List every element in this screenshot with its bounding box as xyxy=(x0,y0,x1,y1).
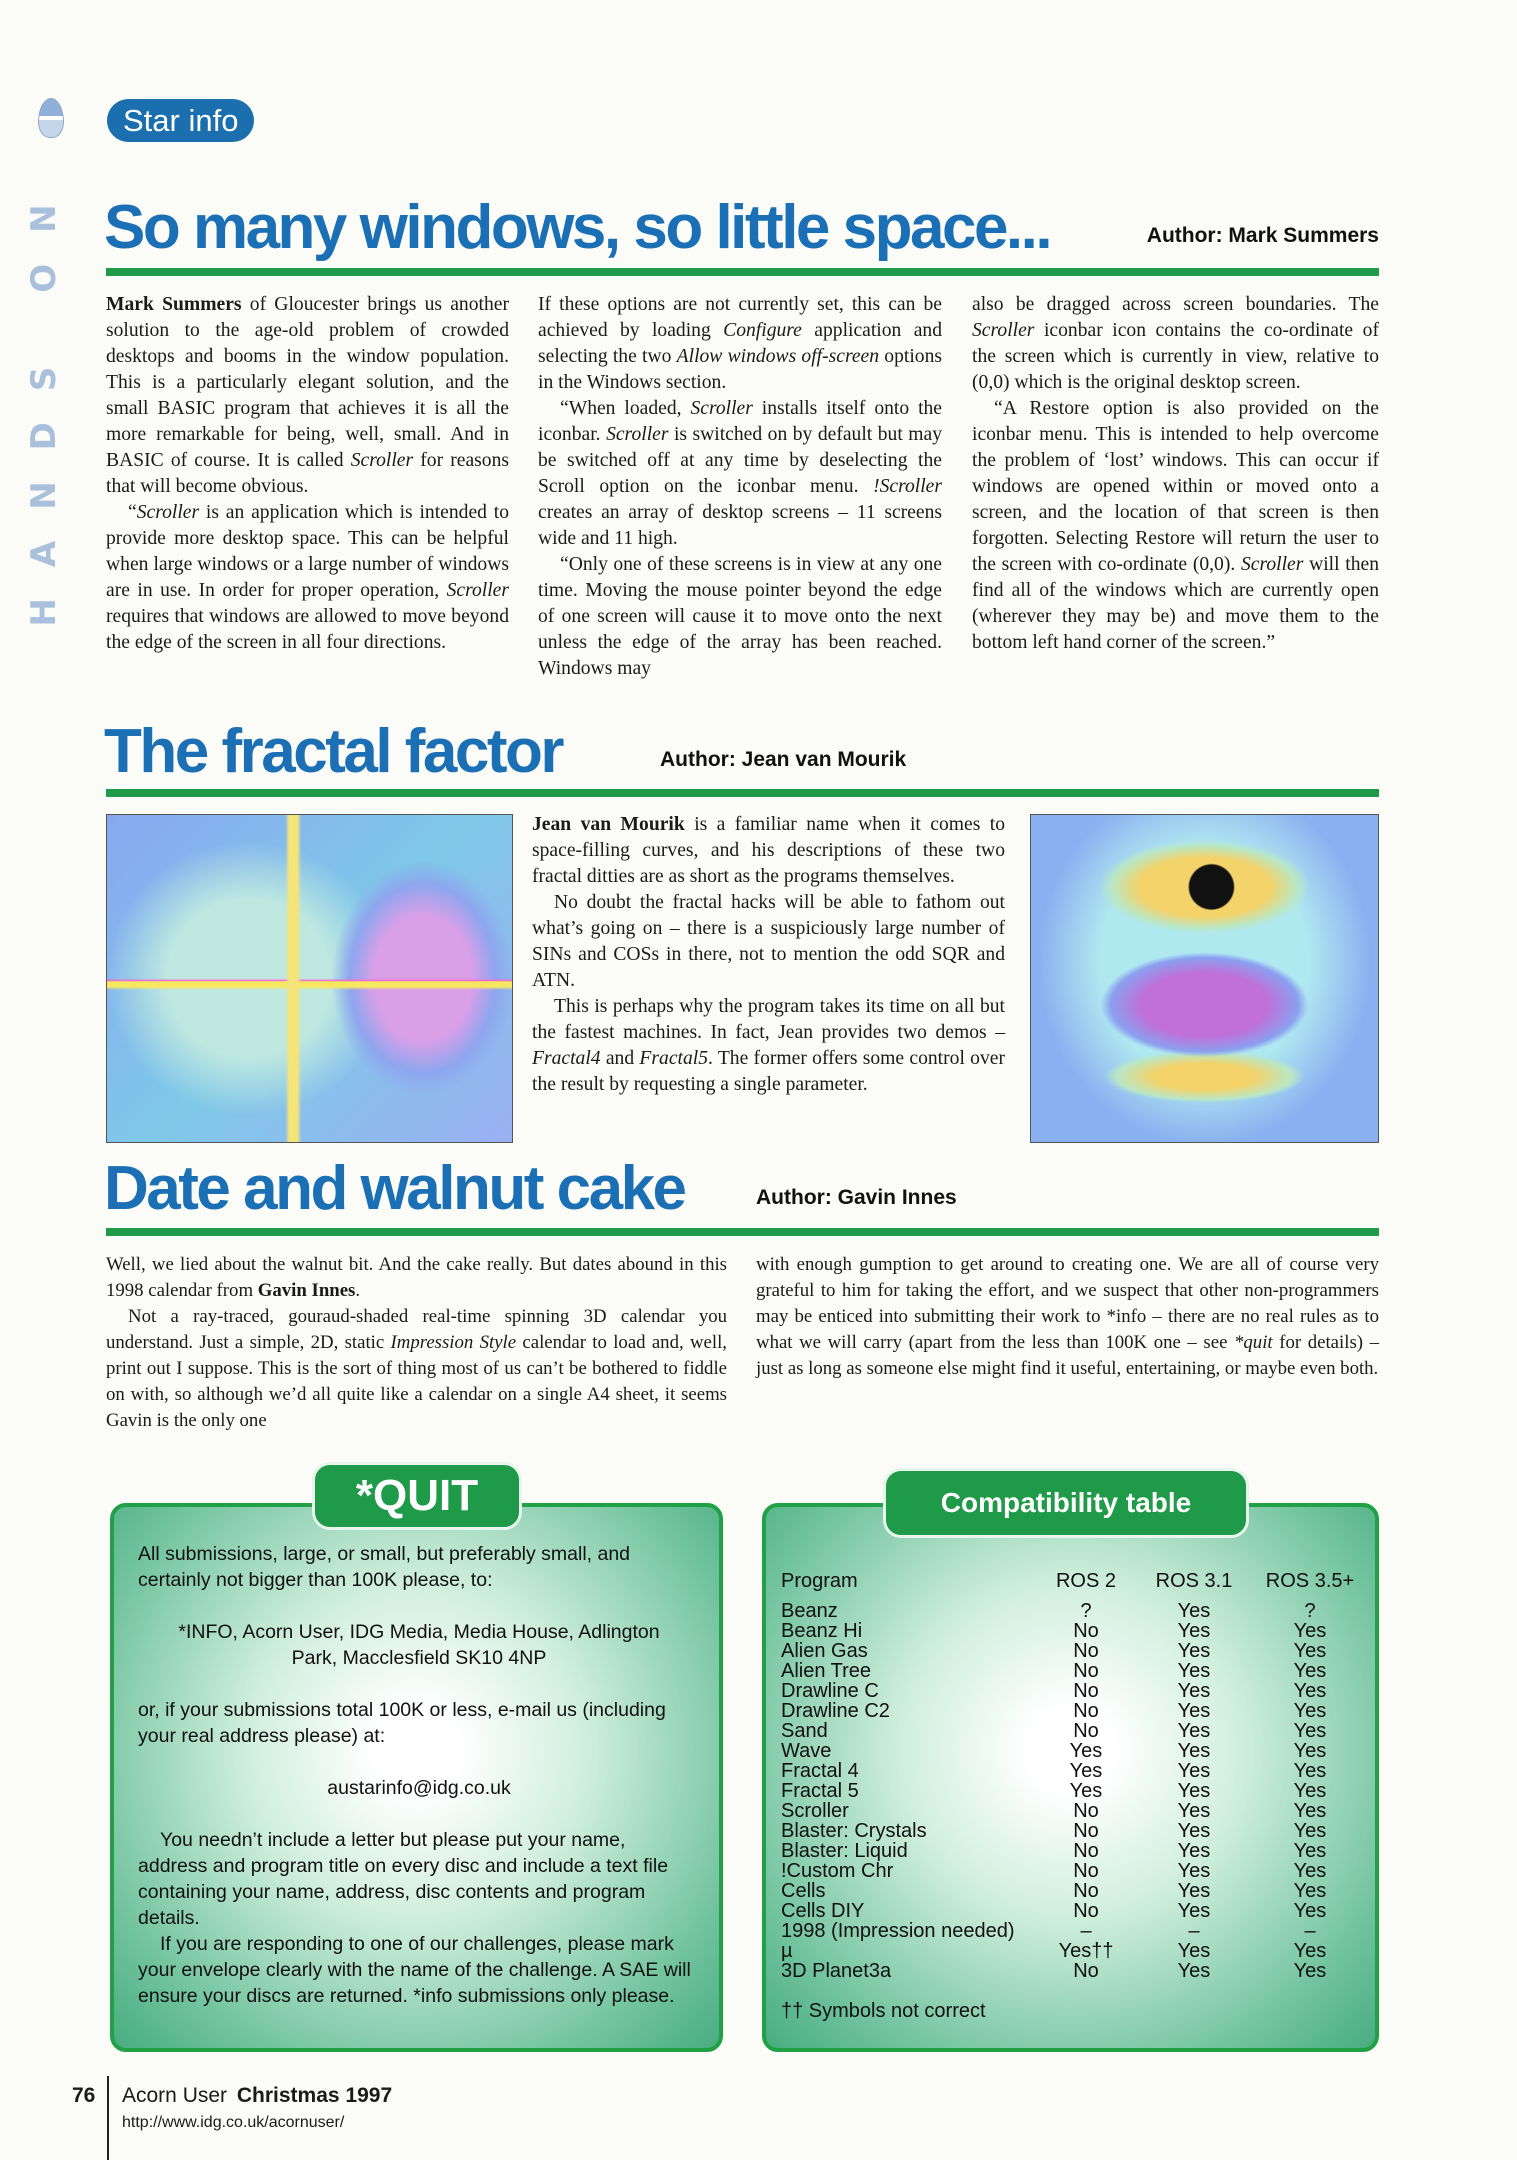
compat-cell: No xyxy=(1073,1840,1099,1862)
text-run: Fractal5 xyxy=(639,1048,708,1069)
compat-cell: No xyxy=(1073,1820,1099,1842)
article-title: So many windows, so little space... xyxy=(104,193,1051,262)
text-run: Configure xyxy=(723,320,802,341)
table-row xyxy=(781,1661,1361,1681)
text-run: Scroller xyxy=(1240,554,1304,575)
program-cell: Blaster: Liquid xyxy=(781,1840,908,1862)
issue-date: Christmas 1997 xyxy=(236,2084,393,2107)
compat-cell: Yes xyxy=(1293,1660,1327,1682)
program-cell: Alien Tree xyxy=(781,1660,872,1682)
table-row xyxy=(781,1921,1361,1941)
table-row xyxy=(781,1801,1361,1821)
compat-cell: Yes xyxy=(1177,1880,1211,1902)
text-run: Scroller xyxy=(690,398,753,419)
compat-cell: ROS 2 xyxy=(1055,1570,1117,1592)
text-run: for reasons that will become obvious. xyxy=(106,450,509,497)
text-run: “When loaded, xyxy=(560,398,691,419)
page-number: 76 xyxy=(72,2084,96,2107)
paragraph xyxy=(972,396,1379,656)
paragraph xyxy=(532,812,1005,890)
compat-cell: Yes xyxy=(1069,1740,1103,1762)
divider xyxy=(106,1228,1379,1236)
quit-instructions: You needn’t include a letter but please put your name, address and program title on every disc and include a text file containing your name, address, disc contents and program details. xyxy=(138,1829,669,1929)
compat-cell: Yes xyxy=(1177,1680,1211,1702)
text-run: “ xyxy=(128,502,137,523)
table-row xyxy=(781,1881,1361,1901)
compat-cell: Yes xyxy=(1177,1740,1211,1762)
compat-cell: Yes xyxy=(1293,1740,1327,1762)
compat-cell: Yes xyxy=(1069,1780,1103,1802)
program-cell: Beanz Hi xyxy=(781,1620,863,1642)
table-header xyxy=(781,1571,1361,1601)
quit-intro: All submissions, large, or small, but preferably small, and certainly not bigger than 100K please, to: xyxy=(138,1543,631,1591)
text-run: *quit xyxy=(1234,1332,1273,1353)
compat-cell: Yes xyxy=(1177,1900,1211,1922)
text-run: also be dragged across screen boundaries. The xyxy=(972,294,1379,315)
compat-cell: Yes xyxy=(1293,1820,1327,1842)
paragraph xyxy=(532,994,1005,1098)
compat-cell: No xyxy=(1073,1800,1099,1822)
article-author: Author: Jean van Mourik xyxy=(660,748,907,771)
table-row xyxy=(781,1821,1361,1841)
article-column xyxy=(756,1252,1379,1382)
program-cell: µ xyxy=(781,1940,793,1962)
table-row xyxy=(781,1681,1361,1701)
compat-cell: No xyxy=(1073,1660,1099,1682)
compat-cell: Yes xyxy=(1177,1780,1211,1802)
table-row xyxy=(781,1901,1361,1921)
text-run: . xyxy=(355,1280,361,1301)
program-cell: Cells DIY xyxy=(781,1900,865,1922)
text-run: will then find all of the windows which are currently open (wherever they may be) and move them to the bottom left hand corner of the screen.” xyxy=(972,554,1379,653)
divider xyxy=(106,789,1379,797)
footer-divider xyxy=(107,2076,109,2160)
fractal4-image xyxy=(106,814,513,1143)
text-run: No doubt the fractal hacks will be able to fathom out what’s going on – there is a suspiciously large number of SINs and COSs in there, not to mention the odd SQR and ATN. xyxy=(532,892,1005,991)
compat-cell: Yes xyxy=(1177,1960,1211,1982)
table-row xyxy=(781,1861,1361,1881)
program-cell: Fractal 5 xyxy=(781,1780,859,1802)
compat-cell: Yes xyxy=(1177,1620,1211,1642)
table-row xyxy=(781,1781,1361,1801)
compatibility-box xyxy=(762,1503,1379,2052)
compat-cell: Yes xyxy=(1069,1760,1103,1782)
text-run: Mark Summers xyxy=(106,294,242,315)
quit-email[interactable]: austarinfo@idg.co.uk xyxy=(327,1777,511,1799)
acorn-logo-icon xyxy=(38,98,64,138)
compat-cell: No xyxy=(1073,1720,1099,1742)
table-row xyxy=(781,1601,1361,1621)
program-cell: 1998 (Impression needed) xyxy=(781,1920,1015,1942)
text-run: Jean van Mourik xyxy=(532,814,685,835)
compat-cell: Yes xyxy=(1293,1720,1327,1742)
text-run: for details) – just as long as someone else might find it useful, entertaining, or maybe even both. xyxy=(756,1332,1380,1379)
text-run: This is perhaps why the program takes its time on all but the fastest machines. In fact, Jean provides two demos – xyxy=(532,996,1005,1043)
compat-cell: ROS 3.1 xyxy=(1155,1570,1233,1592)
article-column xyxy=(972,292,1379,656)
text-run: Not a ray-traced, gouraud-shaded real-time spinning 3D calendar you understand. Just a simple, 2D, static xyxy=(106,1306,727,1353)
table-row xyxy=(781,1761,1361,1781)
article-column xyxy=(538,292,942,682)
table-row xyxy=(781,1961,1361,1981)
compat-cell: Yes xyxy=(1293,1700,1327,1722)
compat-cell: Yes xyxy=(1293,1940,1327,1962)
table-row xyxy=(781,1621,1361,1641)
article-title: Date and walnut cake xyxy=(104,1154,685,1223)
compat-cell: Yes xyxy=(1177,1660,1211,1682)
quit-challenge-note: If you are responding to one of our challenges, please mark your envelope clearly with the name of the challenge. A SAE will ensure your discs are returned. *info submissions only please. xyxy=(138,1933,691,2007)
text-run: Fractal4 xyxy=(532,1048,601,1069)
compat-cell: Yes xyxy=(1293,1760,1327,1782)
footer-masthead xyxy=(122,2084,392,2108)
text-run: with enough gumption to get around to creating one. We are all of course very grateful to him for taking the effort, and we suspect that other non-programmers may be enticed into submitting their work to *info – there are no real rules as to what we will carry (apart from the less than 100K one – see xyxy=(756,1254,1379,1353)
text-run: is switched on by default but may be switched off at any time by deselecting the Scroll option on the iconbar menu. xyxy=(538,424,942,497)
program-cell: Beanz xyxy=(781,1600,838,1622)
paragraph xyxy=(106,1304,727,1434)
text-run: Impression Style xyxy=(390,1332,517,1353)
article-title: The fractal factor xyxy=(104,717,563,786)
compat-cell: ? xyxy=(1080,1600,1092,1622)
paragraph xyxy=(972,292,1379,396)
compat-cell: Yes xyxy=(1293,1680,1327,1702)
program-cell: Drawline C2 xyxy=(781,1700,890,1722)
compat-cell: Yes xyxy=(1177,1860,1211,1882)
hands-on-label: HANDS ON xyxy=(24,173,64,627)
compat-cell: Yes xyxy=(1177,1600,1211,1622)
compat-cell: Yes xyxy=(1177,1820,1211,1842)
compat-cell: No xyxy=(1073,1880,1099,1902)
section-badge: Star info xyxy=(107,99,254,142)
compat-cell: No xyxy=(1073,1620,1099,1642)
compat-cell: Yes xyxy=(1293,1860,1327,1882)
text-run: is a familiar name when it comes to space-filling curves, and his descriptions of these two fractal ditties are as short as the programs themselves. xyxy=(532,814,1006,887)
table-row xyxy=(781,1841,1361,1861)
table-row xyxy=(781,1701,1361,1721)
text-run: installs itself onto the iconbar. xyxy=(538,398,943,445)
compat-cell: No xyxy=(1073,1680,1099,1702)
quit-box xyxy=(110,1503,723,2052)
paragraph xyxy=(538,552,942,682)
text-run: Allow windows off-screen xyxy=(676,346,880,367)
text-run: Scroller xyxy=(350,450,414,471)
compat-cell: Yes xyxy=(1293,1840,1327,1862)
quit-address: *INFO, Acorn User, IDG Media, Media House, Adlington Park, Macclesfield SK10 4NP xyxy=(178,1621,660,1669)
text-run: Scroller xyxy=(606,424,669,445)
text-run: “Only one of these screens is in view at any one time. Moving the mouse pointer beyond the edge of one screen will cause it to move onto the next unless the edge of the array has been reached. Windows may xyxy=(538,554,942,679)
text-run: application and selecting the two xyxy=(538,320,942,367)
compat-cell: Yes xyxy=(1177,1700,1211,1722)
compat-cell: Yes xyxy=(1293,1780,1327,1802)
footer-url[interactable]: http://www.idg.co.uk/acornuser/ xyxy=(122,2114,345,2131)
fractal5-image xyxy=(1030,814,1379,1143)
compat-cell: – xyxy=(1188,1920,1200,1942)
paragraph xyxy=(756,1252,1379,1382)
compat-cell: No xyxy=(1073,1640,1099,1662)
text-run: If these options are not currently set, this can be achieved by loading xyxy=(538,294,942,341)
table-row xyxy=(781,1941,1361,1961)
paragraph xyxy=(532,890,1005,994)
text-run: Well, we lied about the walnut bit. And the cake really. But dates abound in this 1998 calendar from xyxy=(106,1254,727,1301)
text-run: . The former offers some control over the result by requesting a single parameter. xyxy=(532,1048,1005,1095)
paragraph xyxy=(538,396,942,552)
compat-cell: Yes xyxy=(1293,1800,1327,1822)
compat-cell: Yes xyxy=(1177,1720,1211,1742)
program-cell: !Custom Chr xyxy=(781,1860,894,1882)
program-cell: Sand xyxy=(781,1720,828,1742)
text-run: is an application which is intended to provide more desktop space. This can be helpful when large windows or a large number of windows are in use. In order for proper operation, xyxy=(106,502,509,601)
text-run: options in the Windows section. xyxy=(538,346,942,393)
compat-cell: Yes xyxy=(1177,1940,1211,1962)
text-run: creates an array of desktop screens – 11 screens wide and 11 high. xyxy=(538,502,942,549)
compat-cell: No xyxy=(1073,1860,1099,1882)
table-footnote: †† Symbols not correct xyxy=(781,2000,986,2022)
text-run: Gavin Innes xyxy=(257,1280,356,1301)
compat-cell: Yes xyxy=(1293,1620,1327,1642)
paragraph xyxy=(106,1252,727,1304)
compat-cell: ROS 3.5+ xyxy=(1265,1570,1355,1592)
text-run: iconbar icon contains the co-ordinate of the screen which is currently in view, relative to (0,0) which is the original desktop screen. xyxy=(972,320,1379,393)
article-column xyxy=(106,1252,727,1434)
program-cell: Scroller xyxy=(781,1800,849,1822)
program-cell: Alien Gas xyxy=(781,1640,868,1662)
section-side-label xyxy=(14,173,74,627)
compat-cell: No xyxy=(1073,1900,1099,1922)
program-cell: Drawline C xyxy=(781,1680,879,1702)
text-run: !Scroller xyxy=(873,476,942,497)
program-cell: Cells xyxy=(781,1880,826,1902)
program-cell: 3D Planet3a xyxy=(781,1960,892,1982)
magazine-name: Acorn User xyxy=(122,2084,228,2107)
article-column xyxy=(532,812,1005,1098)
quit-email-intro: or, if your submissions total 100K or less, e-mail us (including your real address please) at: xyxy=(138,1699,666,1747)
text-run: Scroller xyxy=(972,320,1035,341)
program-cell: Program xyxy=(781,1570,858,1592)
text-run: of Gloucester brings us another solution to the age-old problem of crowded desktops and booms in the window population. This is a particularly elegant solution, and the small BASIC program that achieves it is all the more remarkable for being, well, small. And in BASIC of course. It is called xyxy=(106,294,509,471)
compat-cell: ? xyxy=(1304,1600,1316,1622)
paragraph xyxy=(538,292,942,396)
paragraph xyxy=(106,500,509,656)
compatibility-table xyxy=(781,1571,1361,2021)
compat-cell: Yes†† xyxy=(1058,1940,1114,1962)
compat-cell: – xyxy=(1304,1920,1316,1942)
compat-cell: Yes xyxy=(1177,1760,1211,1782)
text-run: Scroller xyxy=(136,502,200,523)
program-cell: Wave xyxy=(781,1740,832,1762)
text-run: “A Restore option is also provided on the iconbar menu. This is intended to help overcome the problem of ‘lost’ windows. This can occur if windows are opened within or moved onto a screen, and the location of that screen is then forgotten. Selecting Restore will return the user to the screen with co-ordinate (0,0). xyxy=(972,398,1379,575)
text-run: Scroller xyxy=(446,580,509,601)
compat-cell: Yes xyxy=(1177,1840,1211,1862)
compat-cell: Yes xyxy=(1293,1640,1327,1662)
compat-cell: Yes xyxy=(1177,1800,1211,1822)
compatibility-label: Compatibility table xyxy=(883,1468,1249,1538)
compat-cell: – xyxy=(1080,1920,1092,1942)
quit-label: *QUIT xyxy=(312,1462,522,1530)
compat-cell: Yes xyxy=(1293,1880,1327,1902)
compat-cell: Yes xyxy=(1293,1960,1327,1982)
divider xyxy=(106,268,1379,276)
compat-cell: No xyxy=(1073,1700,1099,1722)
program-cell: Fractal 4 xyxy=(781,1760,859,1782)
text-run: requires that windows are allowed to move beyond the edge of the screen in all four directions. xyxy=(106,606,509,653)
compat-cell: No xyxy=(1073,1960,1099,1982)
table-row xyxy=(781,1641,1361,1661)
program-cell: Blaster: Crystals xyxy=(781,1820,927,1842)
article-column xyxy=(106,292,509,656)
text-run: calendar to load and, well, print out I suppose. This is the sort of thing most of us can’t be bothered to fiddle on with, so although we’d all quite like a calendar on a single A4 sheet, it seems Gavin is the only one xyxy=(106,1332,727,1431)
text-run: and xyxy=(600,1048,640,1069)
table-row xyxy=(781,1721,1361,1741)
table-row xyxy=(781,1741,1361,1761)
article-author: Author: Mark Summers xyxy=(1146,224,1379,247)
compat-cell: Yes xyxy=(1177,1640,1211,1662)
paragraph xyxy=(106,292,509,500)
compat-cell: Yes xyxy=(1293,1900,1327,1922)
article-author: Author: Gavin Innes xyxy=(756,1186,957,1209)
